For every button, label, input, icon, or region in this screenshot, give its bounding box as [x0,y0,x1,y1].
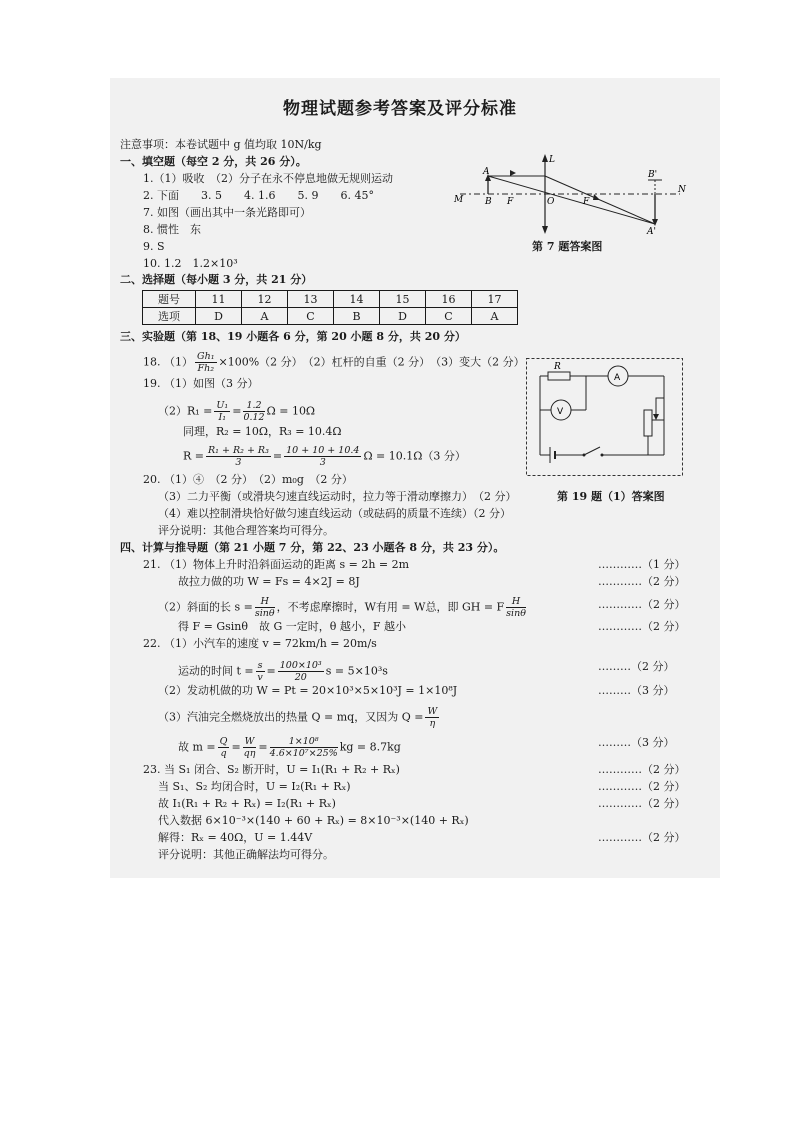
label-ammeter: A [614,373,621,383]
table-cell: 15 [380,291,426,308]
rheostat [644,410,652,436]
q23-line4: 代入数据 6×10⁻³×(140 + 60 + Rₓ) = 8×10⁻³×(140 + Rₓ) [158,814,469,827]
q23-score-2: …………（2 分） [598,780,686,793]
table-cell: 11 [196,291,242,308]
switch-blade [584,447,600,455]
table-cell: 16 [426,291,472,308]
table-cell: A [242,308,288,325]
q21-fraction-1 [255,596,275,619]
q22-f6-num: 1×10⁸ [270,736,338,748]
q22-score-3: ………（3 分） [598,736,675,749]
q22-l5-tail: kg = 8.7kg [339,740,401,754]
slider-arrow [653,414,659,420]
label-voltmeter: V [557,407,564,417]
q23-score-4: …………（2 分） [598,831,686,844]
table-header-option: 选项 [143,308,196,325]
q22-f5-den: qη [243,748,256,759]
q19-f3-num: R₁ + R₂ + R₃ [208,445,269,456]
q21-f-num: H [255,596,275,608]
q22-f3-den: η [429,718,436,729]
q21-f-den: sinθ [254,608,275,619]
q22-line3: （2）发动机做的功 W = Pt = 20×10³×5×10³J = 1×10⁸J [158,684,458,697]
image-arrowhead [652,219,658,226]
q22-fraction-4 [218,736,230,759]
figure-7-caption: 第 7 题答案图 [532,240,603,253]
q22-label: 22. [143,637,161,650]
q22-f1-den: v [257,672,263,683]
label-B: B [485,197,492,207]
q19-line1 [143,377,259,391]
q22-f6-den: 4.6×10⁷×25% [269,748,338,759]
q21-score-2: …………（2 分） [598,575,686,588]
table-cell: C [426,308,472,325]
q22-fraction-2 [278,660,324,683]
q22-l2-tail: s = 5×10³s [325,664,388,678]
q20-part1-2: （1）④ （2 分） （2）m₀g （2 分） [164,473,353,486]
q19-fraction-1 [214,400,230,423]
q21-fraction-2 [506,596,526,619]
q22-score-2: ………（3 分） [598,684,675,697]
q18-label: 18. [143,355,161,369]
fill-answer-10: 10. 1.2 1.2×10³ [143,257,238,270]
label-M: M [454,195,464,205]
q21-line3 [158,596,528,619]
fill-answer-2-6: 2. 下面 3. 5 4. 1.6 5. 9 6. 45° [143,189,374,202]
q18-fraction [195,351,217,374]
q20-label: 20. [143,473,161,486]
q22-l2-head: 运动的时间 t = [178,664,254,678]
table-cell: 12 [242,291,288,308]
q21-line2: 故拉力做的功 W = Fs = 4×2J = 8J [178,575,360,588]
label-N: N [678,185,686,195]
q21-l3-head: （2）斜面的长 s = [158,600,253,614]
q19-r-head: R = [183,449,204,463]
q22-f2-num: 100×10³ [279,660,322,671]
q21-line4: 得 F = Gsinθ 故 G 一定时，θ 越小，F 越小 [178,620,407,633]
label-L: L [549,155,555,165]
label-A-prime: A' [647,227,656,237]
q23-line2: 当 S₁、S₂ 均闭合时，U = I₂(R₁ + Rₓ) [158,780,351,793]
section-choice-heading: 二、选择题（每小题 3 分，共 21 分） [120,273,313,286]
q23-line3: 故 I₁(R₁ + R₂ + Rₓ) = I₂(R₁ + Rₓ) [158,797,336,810]
table-cell: A [472,308,518,325]
q19-f4-num: 10 + 10 + 10.4 [286,445,360,456]
q22-line2: 运动的时间 t = $\frac{s}{v}$ = $\frac{\text{100×10³}}{20}$ s = 5×10³s [178,660,388,683]
q22-f4-den: q [220,748,227,759]
q22-f5-num: W [244,736,255,747]
q22-fraction-5 [243,736,257,759]
q20-line3: （4）难以控制滑块恰好做匀速直线运动（或砝码的质量不连续）（2 分） [158,507,511,520]
rheostat-slider [656,398,664,416]
q22-fraction-3 [425,706,439,729]
q18-frac-num: Gh₁ [197,351,215,362]
q23-l1: 当 S₁ 闭合、S₂ 断开时，U = I₁(R₁ + R₂ + Rₓ) [164,763,400,776]
fill-answer-7: 7. 如图（画出其中一条光路即可） [143,206,311,219]
q22-line4 [158,706,441,729]
q19-label: 19. [143,377,161,390]
q21-line1 [143,558,409,572]
q19-f1-num: U₁ [216,400,229,411]
q22-f1-num: s [257,660,263,671]
table-cell: 14 [334,291,380,308]
fill-answer-1: 1.（1）吸收 （2）分子在永不停息地做无规则运动 [143,172,393,185]
q22-fraction-6 [270,736,338,759]
q22-f4-num: Q [219,736,228,747]
q19-fraction-4 [284,445,361,468]
note-line: 注意事项：本卷试题中 g 值均取 10N/kg [120,138,322,151]
q22-l1: （1）小汽车的速度 v = 72km/h = 20m/s [164,637,377,650]
table-cell: B [334,308,380,325]
lens-arrow-bottom [542,226,548,234]
table-cell: 13 [288,291,334,308]
table-header-number: 题号 [143,291,196,308]
q21-label: 21. [143,558,161,571]
table-cell: D [380,308,426,325]
label-F-right: F [583,197,590,207]
q18-frac-den: Fh₂ [197,363,215,374]
table-cell: D [196,308,242,325]
q20-line2: （3）二力平衡（或滑块匀速直线运动时，拉力等于滑动摩擦力） （2 分） [158,490,517,503]
q21-f2-num: H [506,596,526,608]
q21-score-3: …………（2 分） [598,598,686,611]
q18-part1: （1） [164,355,193,369]
q19-f1-den: I₁ [218,412,227,423]
q19-line2: （2）R₁ = $\frac{\text{U₁}}{\text{I₁}}$ = $\frac{1.2}{0.12}$ Ω = 10Ω [158,400,316,423]
label-F-left: F [507,197,514,207]
q23-score-3: …………（2 分） [598,797,686,810]
lens-arrow-top [542,154,548,162]
label-B-prime: B' [648,170,658,180]
q22-l5-head: 故 m = [178,740,216,754]
q19-r-tail: Ω = 10.1Ω（3 分） [363,449,466,463]
q21-l3-mid: ，不考虑摩擦时，W有用 = W总，即 GH = F [276,600,505,614]
label-R: R [554,362,561,372]
q19-f2-num: 1.2 [243,400,264,412]
figure-19-circuit-diagram [526,358,683,476]
section-experiment-heading: 三、实验题（第 18、19 小题各 6 分，第 20 小题 8 分，共 20 分） [120,330,466,343]
q22-score-1: ………（2 分） [598,660,675,673]
q19-fraction-2 [243,400,264,423]
fill-answer-8: 8. 惯性 东 [143,223,201,236]
q23-line5: 解得：Rₓ = 40Ω，U = 1.44V [158,831,313,844]
q20-line1 [143,473,353,487]
label-O: O [547,197,555,207]
figure-7-optics-diagram [450,150,690,240]
ray-direction-arrow [510,170,516,176]
fill-answer-9: 9. S [143,240,165,253]
table-cell: C [288,308,334,325]
q21-l1: （1）物体上升时沿斜面运动的距离 s = 2h = 2m [164,558,410,571]
q22-l4-head: （3）汽油完全燃烧放出的热量 Q = mq，又因为 Q = [158,710,424,724]
q18-part1-tail: ×100%（2 分） （2）杠杆的自重（2 分） （3）变大（2 分） [218,355,525,369]
label-A: A [483,167,490,177]
q21-score-4: …………（2 分） [598,620,686,633]
q19-line3: 同理，R₂ = 10Ω，R₃ = 10.4Ω [183,425,342,438]
q20-note: 评分说明：其他合理答案均可得分。 [158,524,334,537]
q19-f4-den: 3 [319,457,326,468]
page-title: 物理试题参考答案及评分标准 [283,99,517,119]
q18-line [143,351,525,374]
q23-line1 [143,763,400,777]
q22-line5: 故 m = $\frac{Q}{q}$ = $\frac{W}{q\eta}$ = $\frac{\text{1×10⁸}}{\text{4.6×10⁷×25\%}}$ kg = 8.7kg [178,736,401,759]
q22-f3-num: W [427,706,438,717]
q19-r1-tail: Ω = 10Ω [266,404,316,418]
q21-score-1: …………（1 分） [598,558,686,571]
q22-fraction-1 [256,660,265,683]
section-fill-heading: 一、填空题（每空 2 分，共 26 分）。 [120,155,307,168]
table-row-numbers [143,291,518,308]
resistor-r [548,372,570,380]
q19-f3-den: 3 [235,457,242,468]
figure-19-caption: 第 19 题（1）答案图 [557,490,665,503]
q21-f2-den: sinθ [506,608,526,619]
table-row-answers [143,308,518,325]
q23-score-1: …………（2 分） [598,763,686,776]
q19-fraction-3 [206,445,271,468]
q19-r1-head: （2）R₁ = [158,404,213,418]
q19-line4: R = $\frac{\text{R₁ + R₂ + R₃}}{3}$ = $\frac{10 + 10 + 10.4}{3}$ Ω = 10.1Ω（3 分） [183,445,466,468]
q23-label: 23. [143,763,161,776]
q22-line1 [143,637,377,651]
section-calc-heading: 四、计算与推导题（第 21 小题 7 分，第 22、23 小题各 8 分，共 23 分）。 [120,541,505,554]
choice-answer-table [142,290,518,325]
ray-direction-arrow-2 [593,194,600,200]
q23-note: 评分说明：其他正确解法均可得分。 [158,848,334,861]
q19-f2-den: 0.12 [243,412,265,423]
q22-f2-den: 20 [294,672,307,683]
table-cell: 17 [472,291,518,308]
q19-part1: （1）如图（3 分） [164,377,259,390]
